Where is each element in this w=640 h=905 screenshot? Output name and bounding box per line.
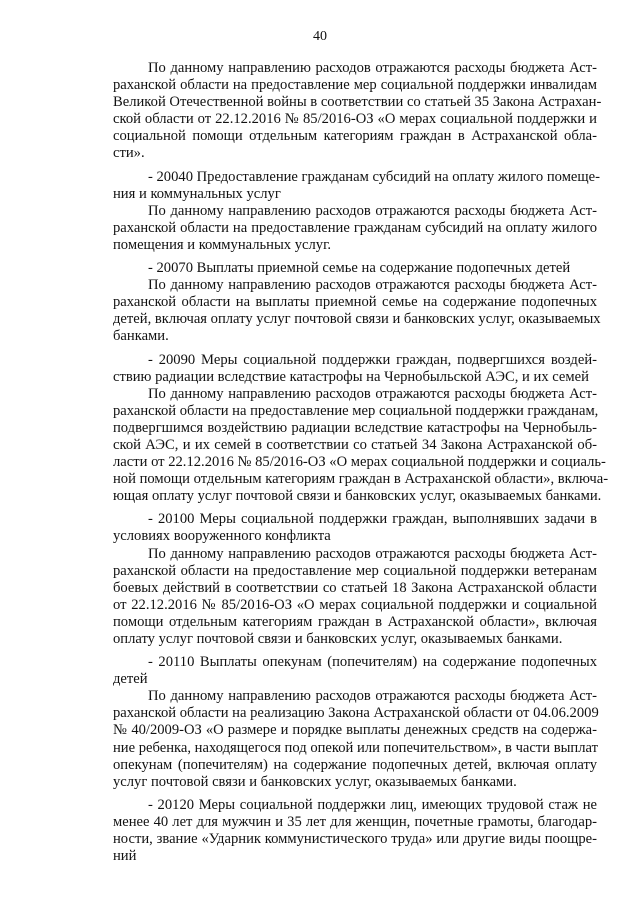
text-line: от 22.12.2016 № 85/2016-ОЗ «О мерах социальной поддержки и социальной (113, 596, 597, 613)
text-line: - 20090 Меры социальной поддержки граждан, подвергшихся воздей- (148, 351, 597, 368)
text-line: ской АЭС, и их семей в соответствии со статьей 34 Закона Астраханской об- (113, 436, 597, 453)
text-line: ности, звание «Ударник коммунистического труда» или другие виды поощре- (113, 831, 597, 848)
text-line: - 20120 Меры социальной поддержки лиц, имеющих трудовой стаж не (148, 796, 597, 813)
body-paragraph (113, 546, 597, 649)
text-line: ной помощи отдельным категориям граждан в Астраханской области», включа- (113, 471, 609, 488)
text-line: услуг почтовой связи и банковских услуг, оказываемых банками. (113, 773, 517, 790)
text-line: По данному направлению расходов отражаются расходы бюджета Аст- (148, 60, 597, 76)
text-line: По данному направлению расходов отражаются расходы бюджета Аст- (148, 277, 597, 294)
text-line: социальной помощи отдельным категориям граждан в Астраханской обла- (113, 128, 597, 145)
body-paragraph (113, 277, 601, 345)
text-line: детей (113, 671, 148, 688)
text-line: ствию радиации вследствие катастрофы на Чернобыльской АЭС, и их семей (113, 368, 589, 385)
text-line: ние ребенка, находящегося под опекой или попечительством», в части выплат (113, 739, 598, 756)
section-heading (113, 511, 597, 545)
text-line: подвергшимся воздействию радиации вследствие катастрофы на Чернобыль- (113, 419, 597, 436)
text-line: сти». (113, 145, 145, 162)
text-line: № 40/2009-ОЗ «О размере и порядке выплаты денежных средств на содержа- (113, 722, 597, 739)
text-line: раханской области на предоставление гражданам субсидий на оплату жилого (113, 219, 597, 236)
text-line: менее 40 лет для мужчин и 35 лет для женщин, почетные грамоты, благодар- (113, 813, 597, 830)
text-line: - 20070 Выплаты приемной семье на содержание подопечных детей (148, 260, 571, 277)
text-line: раханской области на предоставление мер социальной поддержки гражданам, (113, 402, 599, 419)
body-paragraph (113, 203, 597, 254)
text-line: - 20040 Предоставление гражданам субсидий на оплату жилого помеще- (148, 168, 600, 185)
text-line: детей, включая оплату услуг почтовой связи и банковских услуг, оказываемых (113, 311, 601, 328)
text-line: раханской области на предоставление мер социальной поддержки инвалидам (113, 77, 597, 94)
text-line: раханской области на предоставление мер социальной поддержки ветеранам (113, 562, 597, 579)
section-heading (113, 654, 597, 688)
text-line: По данному направлению расходов отражаются расходы бюджета Аст- (148, 202, 597, 219)
text-line: По данному направлению расходов отражаются расходы бюджета Аст- (148, 688, 597, 705)
text-line: раханской области на реализацию Закона Астраханской области от 04.06.2009 (113, 705, 599, 722)
text-line: ласти от 22.12.2016 № 85/2016-ОЗ «О мерах социальной поддержки и социаль- (113, 454, 606, 471)
text-line: ний (113, 848, 137, 865)
body-paragraph (113, 60, 602, 163)
text-line: По данному направлению расходов отражаются расходы бюджета Аст- (148, 545, 597, 562)
text-line: Великой Отечественной войны в соответствии со статьей 35 Закона Астрахан- (113, 94, 602, 111)
page-number: 40 (313, 29, 327, 44)
text-line: помещения и коммунальных услуг. (113, 236, 332, 253)
text-line: ющая оплату услуг почтовой связи и банковских услуг, оказываемых банками. (113, 488, 602, 505)
text-line: оплату услуг почтовой связи и банковских услуг, оказываемых банками. (113, 631, 563, 647)
text-line: раханской области на выплаты приемной семье на содержание подопечных (113, 294, 597, 311)
text-line: опекунам (попечителям) на содержание подопечных детей, включая оплату (113, 756, 597, 773)
section-heading (113, 352, 597, 386)
section-heading (113, 168, 600, 203)
text-line: боевых действий в соответствии со статьей 18 Закона Астраханской области (113, 579, 597, 596)
section-heading (113, 797, 597, 865)
body-paragraph (113, 385, 609, 506)
body-paragraph (113, 688, 597, 791)
text-line: По данному направлению расходов отражаются расходы бюджета Аст- (148, 385, 597, 402)
text-line: - 20100 Меры социальной поддержки граждан, выполнявших задачи в (148, 511, 597, 528)
text-line: - 20110 Выплаты опекунам (попечителям) на содержание подопечных (148, 654, 597, 671)
section-heading (113, 260, 597, 277)
text-line: ской области от 22.12.2016 № 85/2016-ОЗ «О мерах социальной поддержки и (113, 111, 597, 128)
text-line: помощи отдельным категориям граждан в Астраханской области», включая (113, 613, 597, 630)
text-line: условиях вооруженного конфликта (113, 528, 331, 545)
document-body (113, 60, 609, 865)
text-line: банками. (113, 328, 169, 345)
text-line: ния и коммунальных услуг (113, 185, 281, 202)
